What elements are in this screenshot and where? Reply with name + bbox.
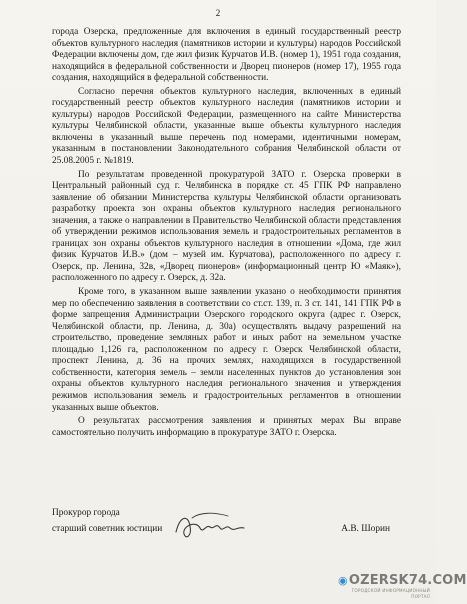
paragraph-3: По результатам проведенной прокуратурой ЗАТО г. Озерска проверки в Центральный районный суд г. Челябинска в порядке ст. 45 ГПК РФ направлено заявление об обязании Министерства культуры Челябинской области организовать разработку проекта зон охраны объектов культурного наследия регионального значения, а также о направлении в Правительство Челябинской области представления об утверждении режимов использования земель и градостроительных регламентов в границах зон охраны объектов культурного наследия в отношении «Дома, где жил физик Курчатов И.В.» (дом – музей им. Курчатова), расположенного по адресу г. Озерск, пр. Ленина, 32в, «Дворец пионеров» (информационный центр Ю «Маяк»), расположенного по адресу г. Озерск, д. 32а. [52, 169, 401, 284]
signer-position: Прокурор города [52, 508, 120, 518]
watermark-tagline: ГОРОДСКОЙ ИНФОРМАЦИОННЫЙ ПОРТАЛ [351, 588, 430, 599]
handwritten-signature [170, 506, 256, 546]
site-watermark [338, 573, 467, 600]
paragraph-4: Кроме того, в указанном выше заявлении указано о необходимости принятия мер по обеспечению заявления в соответствии со ст.ст. 139, п. 3 ст. 141, 141 ГПК РФ в форме запрещения Администрации Озерского городского округа (адрес г. Озерск, Челябинской области, пр. Ленина, д. 30а) осуществлять выдачу разрешений на строительство, проведение земляных работ и иных работ на земельном участке площадью 1,126 га, расположенном по адресу г. Озерск Челябинской области, проспект Ленина, д. 36 на прочих землях, находящихся в государственной собственности, категория земель – земли населенных пунктов до установления зон охраны объектов культурного наследия регионального значения и утверждения режимов использования земель и градостроительных регламентов в отношении указанных выше объектов. [52, 287, 401, 413]
watermark-logo-icon: ◉ [338, 574, 348, 587]
watermark-brand-text: OZERSK74.COM [348, 573, 467, 588]
page-number: 2 [215, 8, 221, 18]
paragraph-5: О результатах рассмотрения заявления и принятых мерах Вы вправе самостоятельно получить информацию в прокуратуре ЗАТО г. Озерска. [52, 416, 401, 438]
watermark-brand [338, 573, 467, 588]
paragraph-2: Согласно перечня объектов культурного наследия, включенных в единый государственный реестр объектов культурного наследия (памятников истории и культуры) народов Российской Федерации, размещенного на сайте Министерства культуры Челябинской области, указанные выше объекты культурного наследия включены в указанный выше перечень под номерами, идентичными номерам, указанным в постановлении Законодательного собрания Челябинской области от 25.08.2005 г. №1819. [52, 86, 401, 167]
signer-name: А.В. Шорин [341, 524, 390, 534]
letter-body [52, 27, 401, 441]
paragraph-1: города Озерска, предложенные для включения в единый государственный реестр объектов культурного наследия (памятников истории и культуры) народов Российской Федерации включены дом, где жил физик Курчатов И.В. (номер 1), 1951 года создания, находящийся в федеральной собственности и Дворец пионеров (номер 17), 1955 года создания, находящийся в федеральной собственности. [52, 27, 401, 84]
signer-rank: старший советник юстиции [52, 524, 163, 534]
